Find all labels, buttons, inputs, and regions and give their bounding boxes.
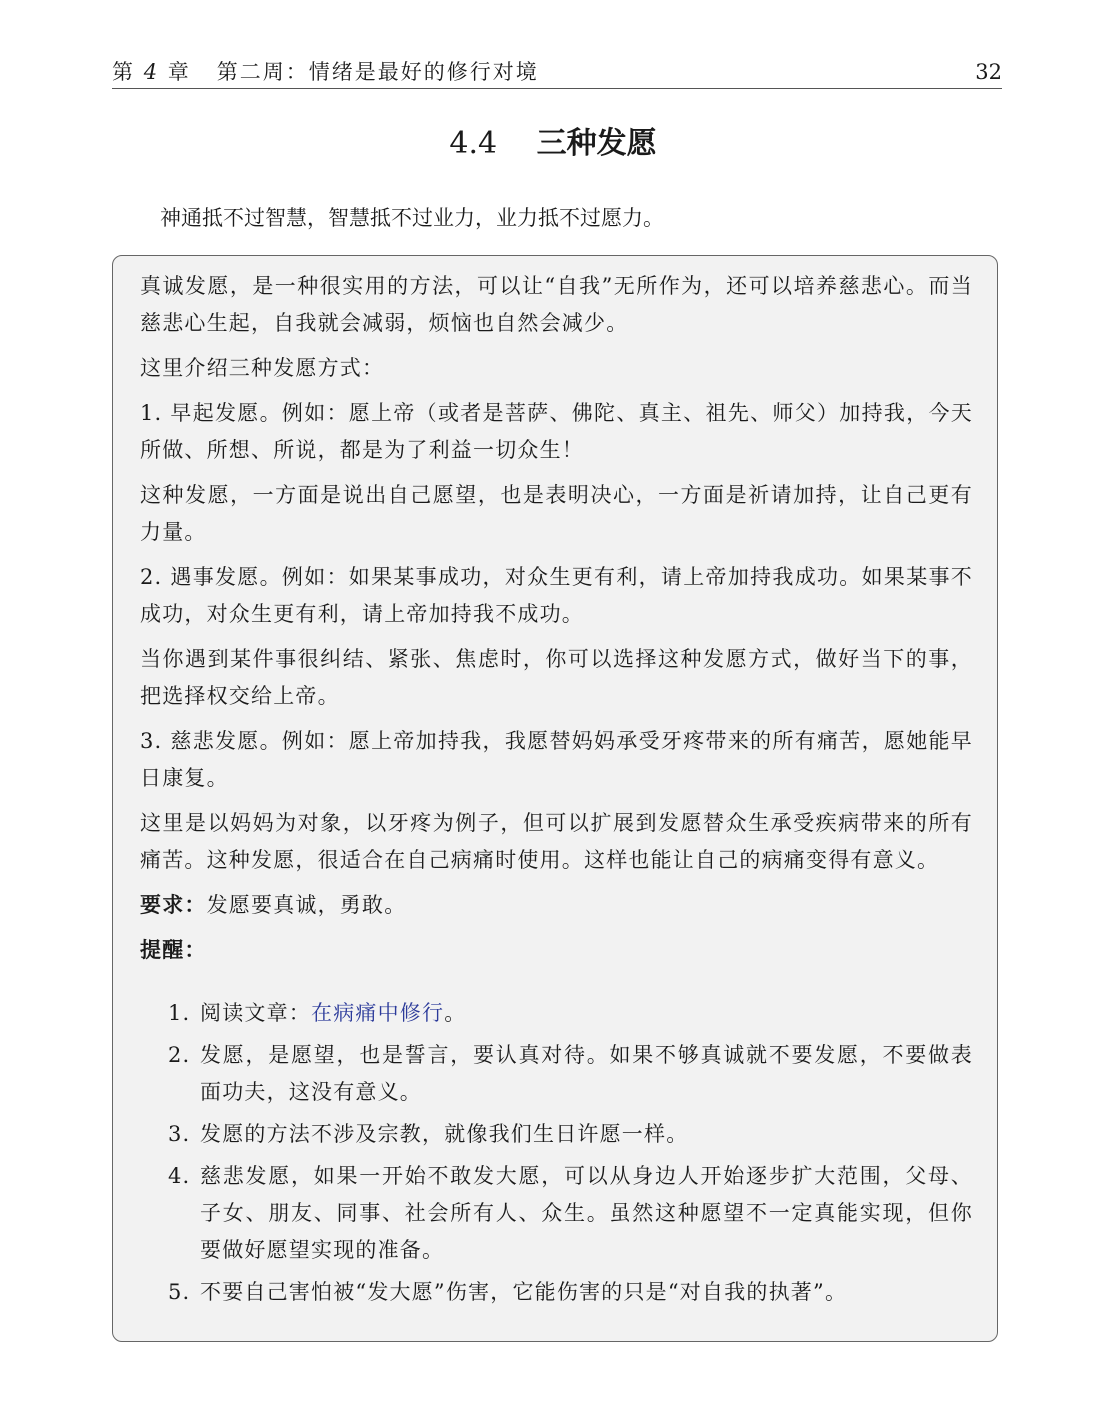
list-item xyxy=(140,1274,973,1311)
paragraph: 这里是以妈妈为对象，以牙疼为例子，但可以扩展到发愿替众生承受疾病带来的所有痛苦。这种发愿，很适合在自己病痛时使用。这样也能让自己的病痛变得有意义。 xyxy=(140,811,973,872)
list-item xyxy=(140,995,973,1032)
list-item-number: 3. xyxy=(168,1122,191,1146)
reminder-heading xyxy=(140,932,973,969)
reminder-list xyxy=(140,995,973,1311)
list-item xyxy=(140,1158,973,1269)
chapter-number: 4 xyxy=(143,60,160,84)
section-title: 三种发愿 xyxy=(536,126,657,161)
content-box xyxy=(112,255,998,1342)
list-item-text: 慈悲发愿，如果一开始不敢发大愿，可以从身边人开始逐步扩大范围，父母、子女、朋友、同事、社会所有人、众生。虽然这种愿望不一定真能实现，但你要做好愿望实现的准备。 xyxy=(200,1164,973,1262)
paragraph: 当你遇到某件事很纠结、紧张、焦虑时，你可以选择这种发愿方式，做好当下的事，把选择权交给上帝。 xyxy=(140,647,973,708)
list-item-text: 不要自己害怕被“发大愿”伤害，它能伤害的只是“对自我的执著”。 xyxy=(200,1280,848,1304)
list-item-number: 1. xyxy=(168,1001,191,1025)
paragraph: 3. 慈悲发愿。例如：愿上帝加持我，我愿替妈妈承受牙疼带来的所有痛苦，愿她能早日康复。 xyxy=(140,729,973,790)
paragraph: 2. 遇事发愿。例如：如果某事成功，对众生更有利，请上帝加持我成功。如果某事不成功，对众生更有利，请上帝加持我不成功。 xyxy=(140,565,973,626)
chapter-heading xyxy=(112,58,539,86)
section-number: 4.4 xyxy=(449,126,498,161)
list-item-number: 5. xyxy=(168,1280,191,1304)
list-item-text: 发愿的方法不涉及宗教，就像我们生日许愿一样。 xyxy=(200,1122,689,1146)
running-header xyxy=(112,58,1002,89)
article-link[interactable]: 在病痛中修行 xyxy=(311,1001,445,1025)
reminder-label: 提醒： xyxy=(140,938,207,962)
requirement-text: 发愿要真诚，勇敢。 xyxy=(206,893,407,917)
epigraph: 神通抵不过智慧，智慧抵不过业力，业力抵不过愿力。 xyxy=(160,206,664,230)
requirement-label: 要求： xyxy=(140,893,207,917)
section-heading xyxy=(0,122,1106,166)
list-item xyxy=(140,1037,973,1111)
chapter-prefix: 第 xyxy=(112,60,135,84)
chapter-title: 第二周：情绪是最好的修行对境 xyxy=(216,60,539,84)
chapter-suffix: 章 xyxy=(167,60,191,84)
list-item xyxy=(140,1116,973,1153)
list-item-number: 2. xyxy=(168,1043,191,1067)
list-item-text: 发愿，是愿望，也是誓言，要认真对待。如果不够真诚就不要发愿，不要做表面功夫，这没有意义。 xyxy=(200,1043,973,1104)
list-item-prefix: 阅读文章： xyxy=(200,1001,311,1025)
list-item-number: 4. xyxy=(168,1164,191,1188)
list-item-suffix: 。 xyxy=(444,1001,467,1025)
content-box-body xyxy=(140,268,973,1311)
paragraph: 这种发愿，一方面是说出自己愿望，也是表明决心，一方面是祈请加持，让自己更有力量。 xyxy=(140,483,973,544)
page-number: 32 xyxy=(975,60,1002,84)
paragraph: 这里介绍三种发愿方式： xyxy=(140,356,385,380)
paragraph: 真诚发愿，是一种很实用的方法，可以让“自我”无所作为，还可以培养慈悲心。而当慈悲心生起，自我就会减弱，烦恼也自然会减少。 xyxy=(140,274,973,335)
requirement xyxy=(140,887,973,924)
paragraph: 1. 早起发愿。例如：愿上帝（或者是菩萨、佛陀、真主、祖先、师父）加持我，今天所做、所想、所说，都是为了利益一切众生！ xyxy=(140,401,973,462)
